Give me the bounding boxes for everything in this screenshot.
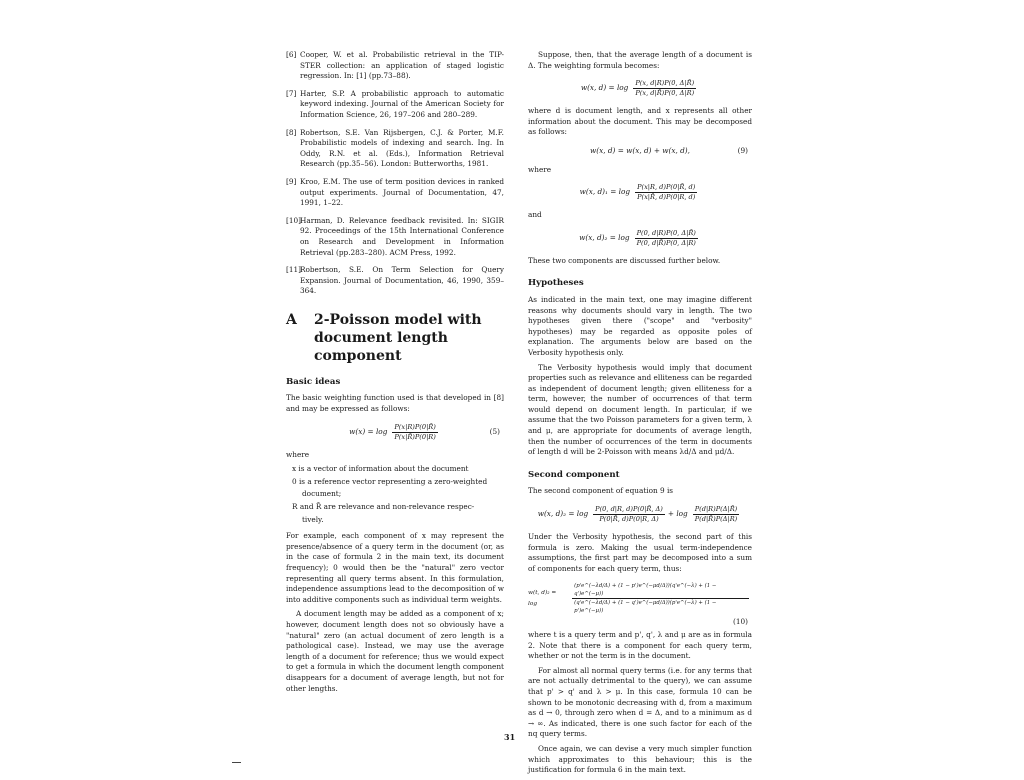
reference-number: [11] bbox=[286, 265, 301, 275]
equation-fraction bbox=[593, 505, 665, 524]
equation-number: (9) bbox=[737, 145, 748, 155]
paragraph: These two components are discussed further below. bbox=[528, 255, 721, 265]
reference-number: [7] bbox=[286, 88, 297, 98]
paragraph: A document length may be added as a component of x; however, document length does not so obviously have a "natural" zero (an actual document of zero length is a pathological case). Instead, we may use the average length of a document for reference; thus we would expect to get a formula in which the document length component disappears for a document of average length, but not for other lengths. bbox=[286, 609, 504, 693]
paragraph: where d is document length, and x represents all other information about the document. This may be decomposed as follows: bbox=[528, 106, 752, 137]
reference-number: [8] bbox=[286, 127, 297, 137]
reference-text: Harter, S.P. A probabilistic approach to automatic keyword indexing. Journal of the American Society for Information Science, 26, 197–206 and 280–289. bbox=[300, 88, 504, 119]
paragraph: Under the Verbosity hypothesis, the second part of this formula is zero. Making the usual term-independence assumptions, the first part may be decomposed into a sum of components for each query term, thus: bbox=[528, 532, 752, 573]
equation-number: (10) bbox=[733, 617, 748, 627]
definition-item: x is a vector of information about the document bbox=[292, 464, 469, 474]
reference-number: [6] bbox=[286, 50, 297, 59]
paragraph: The basic weighting function used is that developed in [8] and may be expressed as follows: bbox=[286, 393, 504, 414]
fraction-denominator: P(0|R̄, d)P(0|R, Δ) bbox=[599, 515, 659, 524]
equation-fraction bbox=[572, 582, 749, 615]
equation-second-component-expanded bbox=[528, 505, 752, 524]
fraction-denominator: P(x, d|R̄)P(0, Δ|R) bbox=[635, 89, 695, 98]
fraction-numerator: P(d|R)P(Δ|R̄) bbox=[694, 505, 738, 514]
references-list bbox=[286, 50, 504, 297]
equation-9 bbox=[528, 146, 752, 157]
equation-fraction bbox=[635, 183, 697, 202]
reference-number: [9] bbox=[286, 176, 297, 186]
equation-lhs: w(x, d) = log bbox=[580, 83, 629, 93]
reference-item bbox=[286, 89, 504, 121]
paragraph: For example, each component of x may represent the presence/absence of a query term in the document (or, as in the case of formula 2 in the main text, its document frequency); 0 would then be the "natural" zero vector representing all query terms absent. In this formulation, independence assumptions lead to the decomposition of w into additive components such as individual term weights. bbox=[286, 531, 504, 604]
left-column bbox=[286, 50, 504, 698]
paragraph: The Verbosity hypothesis would imply that document properties such as relevance and elliteness can be regarded as independent of document length; given elliteness for a term, however, the number of occurrences of that term would depend on document length. In particular, if we assume that the two Poisson parameters for a given term, λ and μ, are appropriate for documents of average length, then the number of occurrences of the term in documents of length d will be 2-Poisson with means λd/Δ and μd/Δ. bbox=[528, 362, 752, 457]
appendix-title bbox=[286, 311, 504, 365]
second-component-heading: Second component bbox=[528, 469, 620, 480]
fraction-denominator: (q'e^(−λd/Δ) + (1 − q')e^(−μd/Δ))(p'e^(−λ) + (1 − p')e^(−μ)) bbox=[574, 600, 717, 615]
where-label: where bbox=[286, 449, 310, 459]
equation-number: (5) bbox=[489, 426, 500, 436]
reference-item bbox=[286, 128, 504, 170]
reference-text: Harman, D. Relevance feedback revisited. In: SIGIR 92. Proceedings of the 15th International Conference on Research and Development in Information Retrieval (pp.283–280). ACM Press, 1992. bbox=[300, 215, 504, 257]
fraction-denominator: P(d|R̄)P(Δ|R) bbox=[694, 515, 738, 524]
reference-item bbox=[286, 265, 504, 297]
equation-lhs: w(x, d)₁ = log bbox=[579, 187, 631, 197]
paragraph: The second component of equation 9 is bbox=[528, 486, 674, 496]
reference-item bbox=[286, 177, 504, 209]
definition-list bbox=[286, 464, 504, 525]
basic-ideas-heading: Basic ideas bbox=[286, 376, 341, 387]
paragraph: For almost all normal query terms (i.e. for any terms that are not actually detrimental to the query), we can assume that p' > q' and λ > μ. In this case, formula 10 can be shown to be monotonic decreasing with d, from a maximum as d → 0, through zero when d = Δ, and to a minimum as d → ∞. As indicated, there is one such factor for each of the nq query terms. bbox=[528, 665, 752, 739]
equation-5 bbox=[286, 423, 504, 442]
equation-weighting bbox=[528, 79, 752, 98]
fraction-numerator: (p'e^(−λd/Δ) + (1 − p')e^(−μd/Δ))(q'e^(−λ) + (1 − q')e^(−μ)) bbox=[572, 582, 749, 599]
reference-text: Kroo, E.M. The use of term position devices in ranked output experiments. Journal of Documentation, 47, 1991, 1–22. bbox=[300, 176, 504, 208]
page-number: 31 bbox=[504, 732, 516, 742]
appendix-title-text: 2-Poisson model with document length component bbox=[314, 311, 482, 364]
hypotheses-heading: Hypotheses bbox=[528, 278, 584, 289]
equation-lhs: w(x, d)₂ = log bbox=[579, 232, 630, 242]
fraction-denominator: P(x|R̄)P(0|R) bbox=[394, 432, 436, 441]
equation-plus-log: + log bbox=[667, 509, 688, 519]
equation-lhs: w(x, d)₂ = log bbox=[537, 509, 589, 519]
fraction-denominator: P(x|R̄, d)P(0|R, d) bbox=[637, 193, 696, 202]
reference-text: Robertson, S.E. Van Rijsbergen, C.J. & Porter, M.F. Probabilistic models of indexing and search. Ing. In Oddy, R.N. et al. (Eds.), Information Retrieval Research (pp.35–56). London: Butterworths, 1981. bbox=[300, 127, 504, 169]
definition-item-cont: document; bbox=[302, 489, 342, 499]
equation-fraction bbox=[635, 229, 698, 248]
appendix-letter: A bbox=[286, 311, 297, 328]
equation-10 bbox=[528, 582, 752, 615]
where-label: where bbox=[528, 164, 552, 174]
equation-fraction bbox=[392, 423, 437, 442]
scan-mark bbox=[232, 762, 241, 763]
equation-first-component bbox=[528, 183, 752, 202]
paragraph: Suppose, then, that the average length of a document is Δ. The weighting formula becomes: bbox=[528, 50, 752, 70]
reference-item bbox=[286, 216, 504, 258]
fraction-numerator: P(0, d|R, d)P(0|R̄, Δ) bbox=[595, 505, 663, 514]
paragraph: As indicated in the main text, one may imagine different reasons why documents should vary in length. The two hypotheses given there ("scope" and "verbosity" hypotheses) may be regarded as opposite poles of explanation. The arguments below are based on the Verbosity hypothesis only. bbox=[528, 294, 752, 357]
definition-item: R and R̄ are relevance and non-relevance respec- bbox=[292, 502, 475, 512]
fraction-numerator: P(x|R, d)P(0|R̄, d) bbox=[637, 183, 696, 192]
fraction-denominator: P(0, d|R̄)P(0, Δ|R) bbox=[636, 238, 696, 247]
equation-lhs: w(x) = log bbox=[349, 426, 388, 436]
equation-lhs: w(t, d)₂ = log bbox=[528, 590, 557, 607]
definition-item: 0 is a reference vector representing a zero-weighted bbox=[292, 476, 488, 486]
right-column bbox=[528, 50, 752, 780]
reference-item bbox=[286, 50, 504, 82]
definition-item-cont: tively. bbox=[302, 514, 324, 524]
and-label: and bbox=[528, 210, 542, 220]
equation-fraction bbox=[693, 505, 740, 524]
paragraph: Once again, we can devise a very much simpler function which approximates to this behaviour; this is the justification for formula 6 in the main text. bbox=[528, 743, 752, 775]
fraction-numerator: P(0, d|R)P(0, Δ|R̄) bbox=[636, 228, 696, 237]
equation-body: w(x, d) = w(x, d) + w(x, d), bbox=[590, 145, 690, 155]
paragraph: where t is a query term and p', q', λ and μ are as in formula 2. Note that there is a component for each query term, whether or not the term is in the document. bbox=[528, 630, 752, 661]
equation-fraction bbox=[633, 79, 696, 98]
reference-number: [10] bbox=[286, 215, 301, 225]
reference-text: Cooper, W. et al. Probabilistic retrieval in the TIP-STER collection: an application of staged logistic regression. In: [1] (pp.73–88). bbox=[300, 50, 504, 81]
equation-second-component bbox=[528, 229, 752, 248]
reference-text: Robertson, S.E. On Term Selection for Query Expansion. Journal of Documentation, 46, 1990, 359–364. bbox=[300, 265, 504, 296]
fraction-numerator: P(x, d|R)P(0, Δ|R̄) bbox=[635, 79, 695, 88]
fraction-numerator: P(x|R)P(0|R̄) bbox=[394, 422, 436, 431]
